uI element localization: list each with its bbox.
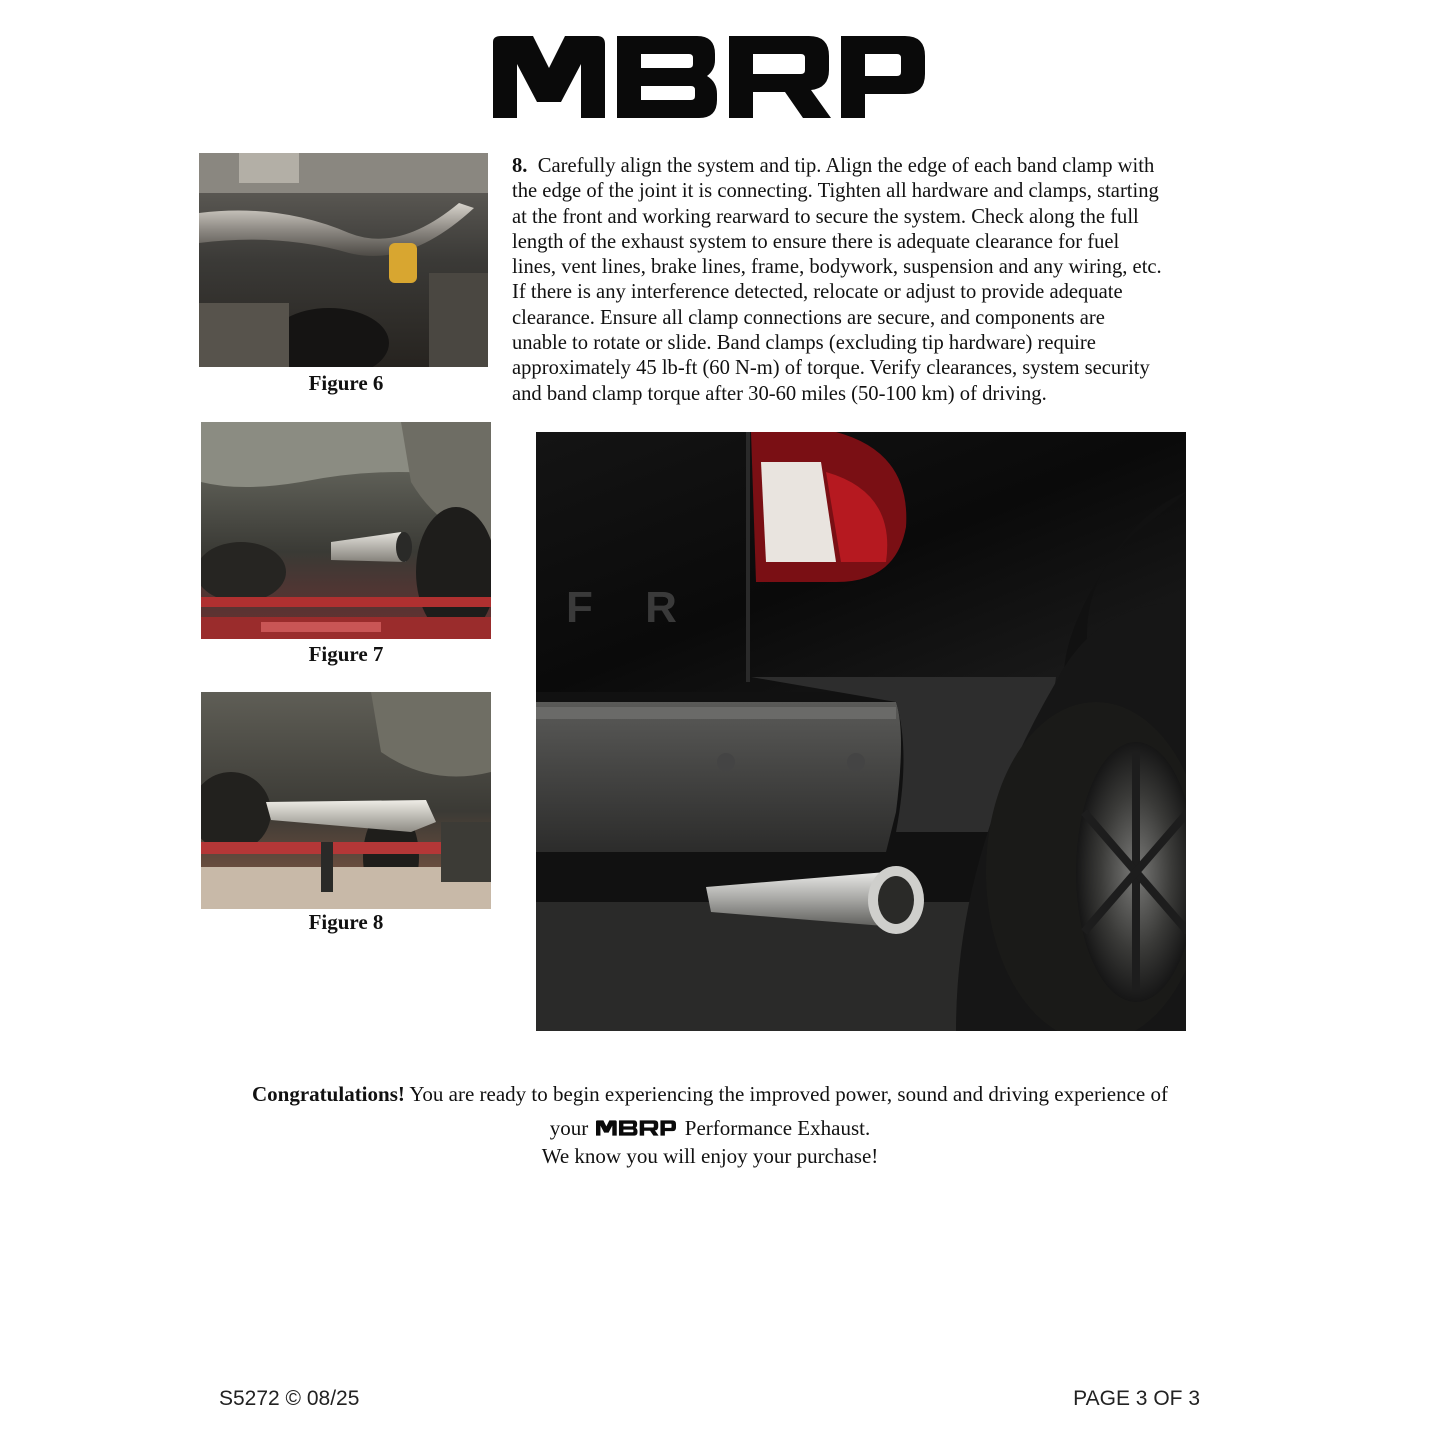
figure-7-caption: Figure 7 — [308, 642, 384, 666]
step-line-2: the edge of the joint it is connecting. Tighten all hardware and clamps, starting — [512, 180, 1159, 203]
mbrp-inline-logo — [596, 1120, 676, 1136]
figure-7-photo — [201, 422, 491, 639]
footer-doc-code: S5272 © 08/25 — [219, 1387, 360, 1410]
figure-6-photo — [199, 153, 488, 367]
figure-8-photo — [201, 692, 491, 909]
figure-6-caption: Figure 6 — [308, 371, 384, 395]
step-line-8: unable to rotate or slide. Band clamps (excluding tip hardware) require — [512, 332, 1096, 355]
step-line-7: clearance. Ensure all clamp connections are secure, and components are — [512, 306, 1105, 329]
congrats-line-3: We know you will enjoy your purchase! — [541, 1144, 879, 1168]
congrats-line-1: Congratulations! You are ready to begin experiencing the improved power, sound and driving experience of — [252, 1082, 1168, 1106]
svg-text:F R: F R — [566, 583, 697, 632]
congrats-bold: Congratulations! — [252, 1082, 405, 1106]
congratulations-message — [200, 1080, 1220, 1170]
footer-page-number: PAGE 3 OF 3 — [1073, 1387, 1200, 1410]
step-line-9: approximately 45 lb-ft (60 N-m) of torque. Verify clearances, system security — [512, 357, 1150, 380]
step-line-10: and band clamp torque after 30-60 miles (50-100 km) of driving. — [512, 382, 1047, 405]
congrats-line-2: your Performance Exhaust. — [549, 1116, 871, 1140]
step-line-1: 8. Carefully align the system and tip. Align the edge of each band clamp with — [512, 155, 1155, 177]
installed-exhaust-photo — [536, 432, 1186, 1031]
step-8-instructions — [512, 154, 1212, 407]
step-line-5: lines, vent lines, brake lines, frame, bodywork, suspension and any wiring, etc. — [512, 256, 1162, 279]
figure-8-caption: Figure 8 — [308, 910, 384, 934]
step-line-6: If there is any interference detected, relocate or adjust to provide adequate — [512, 281, 1123, 304]
step-number: 8. — [512, 155, 528, 177]
mbrp-logo — [493, 36, 925, 118]
step-line-3: at the front and working rearward to secure the system. Check along the full — [512, 205, 1139, 228]
step-line-4: length of the exhaust system to ensure there is adequate clearance for fuel — [512, 230, 1120, 253]
